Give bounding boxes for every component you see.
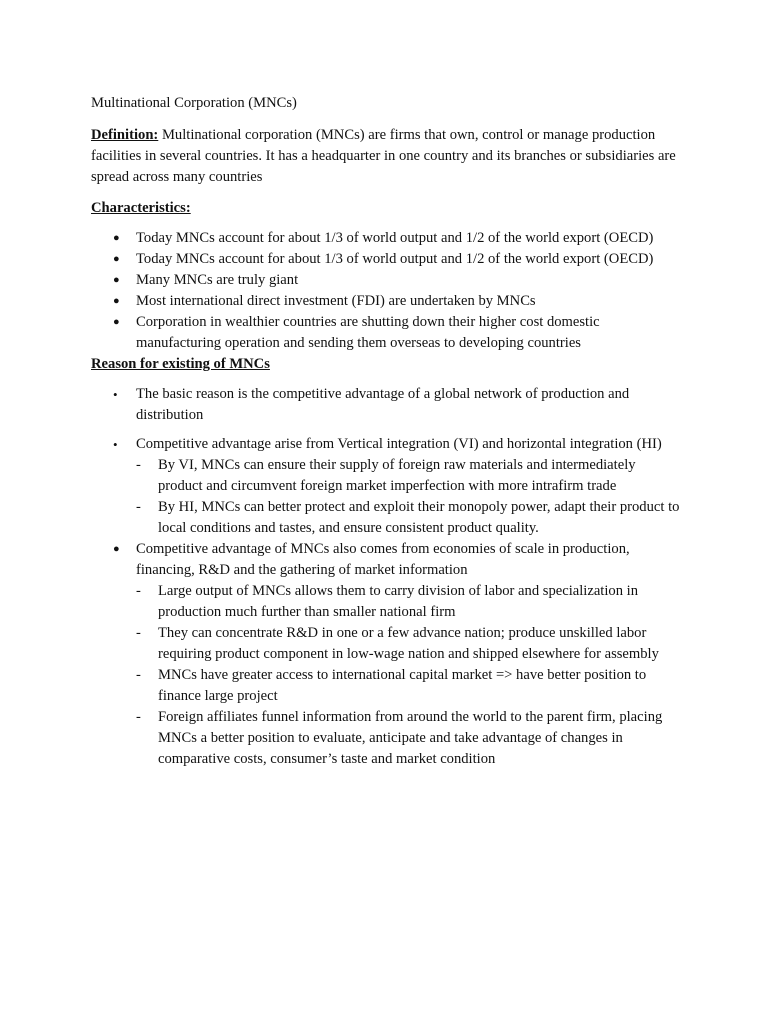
- list-item: - They can concentrate R&D in one or a few advance nation; produce unskilled labor requiring product component in low-wage nation and shipped elsewhere for assembly: [136, 625, 659, 662]
- list-item: ● Competitive advantage of MNCs also comes from economies of scale in production, financing, R&D and the gathering of market information: [113, 541, 630, 578]
- list-item: ● Most international direct investment (FDI) are undertaken by MNCs: [91, 291, 681, 312]
- dash-icon: -: [136, 709, 141, 725]
- bullet-icon: ●: [113, 253, 120, 265]
- characteristics-heading: Characteristics:: [91, 200, 191, 216]
- reasons-list: [91, 384, 681, 455]
- list-item: - By VI, MNCs can ensure their supply of foreign raw materials and intermediately product and circumvent foreign market imperfection with more intrafirm trade: [136, 457, 636, 494]
- bullet-icon: ●: [113, 274, 120, 286]
- list-item: - Large output of MNCs allows them to carry division of labor and specialization in production much further than smaller national firm: [136, 583, 639, 620]
- dash-icon: -: [136, 499, 141, 515]
- dash-icon: -: [136, 457, 141, 473]
- bullet-icon: •: [113, 387, 118, 402]
- document-title: Multinational Corporation (MNCs): [91, 95, 297, 111]
- bullet-icon: ●: [113, 232, 120, 244]
- economies-list: [91, 539, 681, 581]
- integration-list: [91, 455, 681, 539]
- bullet-icon: ●: [113, 295, 120, 307]
- characteristics-list: [91, 228, 681, 354]
- economies-sublist: [91, 581, 681, 770]
- document-page: [91, 93, 681, 770]
- list-item: ● Corporation in wealthier countries are shutting down their higher cost domestic manufacturing operation and sending them overseas to developing countries: [113, 314, 600, 351]
- list-item: ● Today MNCs account for about 1/3 of world output and 1/2 of the world export (OECD): [91, 249, 681, 270]
- list-item: ● Many MNCs are truly giant: [91, 270, 681, 291]
- dash-icon: -: [136, 625, 141, 641]
- list-item: • The basic reason is the competitive advantage of a global network of production and distribution: [113, 386, 630, 423]
- list-item: - MNCs have greater access to international capital market => have better position to finance large project: [136, 667, 647, 704]
- bullet-icon: ●: [113, 543, 120, 555]
- reason-heading: Reason for existing of MNCs: [91, 356, 270, 372]
- definition-label: Definition:: [91, 127, 159, 143]
- list-item: - By HI, MNCs can better protect and exploit their monopoly power, adapt their product to local conditions and tastes, and ensure consistent product quality.: [136, 499, 680, 536]
- list-item: • Competitive advantage arise from Vertical integration (VI) and horizontal integration (HI): [91, 434, 681, 455]
- bullet-icon: ●: [113, 316, 120, 328]
- bullet-icon: •: [113, 437, 118, 452]
- definition-text: Multinational corporation (MNCs) are firms that own, control or manage production facilities in several countries. It has a headquarter in one country and its branches or subsidiaries are spread across many countries: [91, 127, 676, 185]
- list-item: ● Today MNCs account for about 1/3 of world output and 1/2 of the world export (OECD): [91, 228, 681, 249]
- definition-paragraph: [91, 125, 681, 188]
- list-item: - Foreign affiliates funnel information from around the world to the parent firm, placing MNCs a better position to evaluate, anticipate and take advantage of changes in comparative costs, consumer’s taste and market condition: [136, 709, 663, 767]
- dash-icon: -: [136, 583, 141, 599]
- dash-icon: -: [136, 667, 141, 683]
